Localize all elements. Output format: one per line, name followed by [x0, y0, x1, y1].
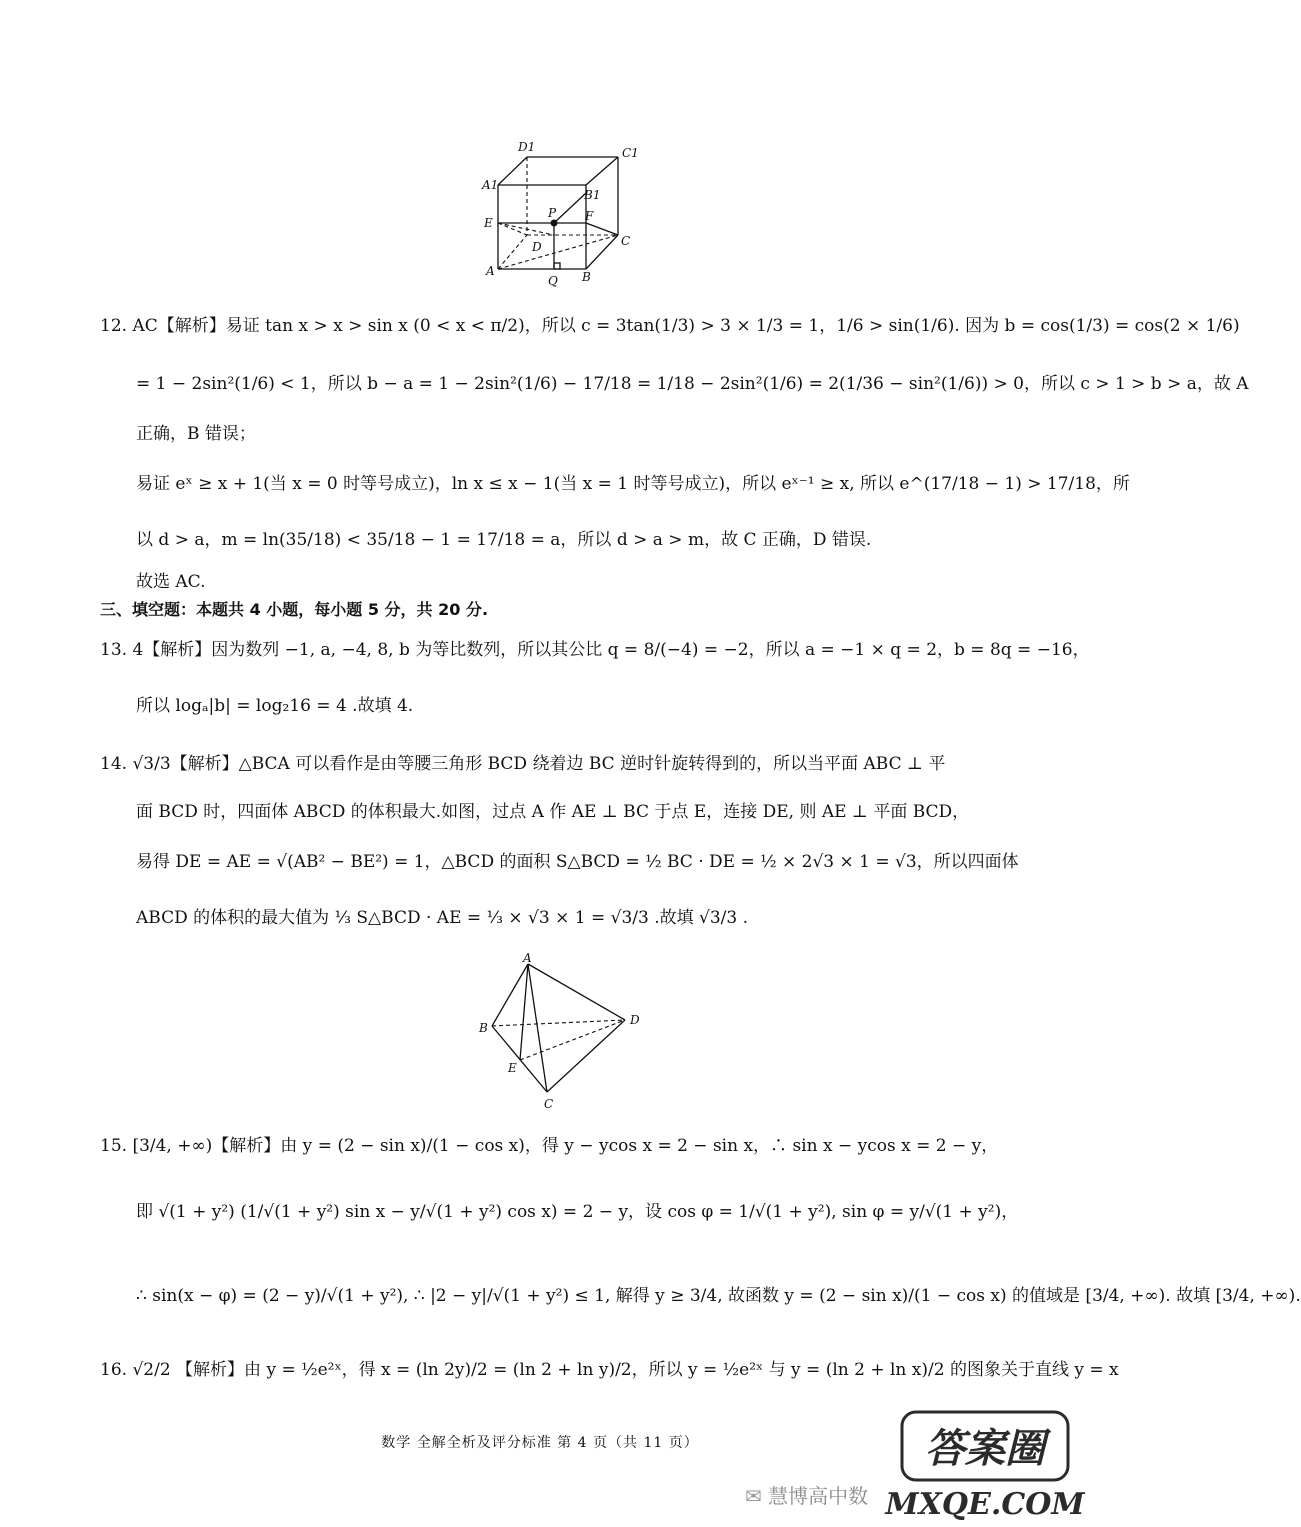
- tetra-label-b: B: [479, 1021, 488, 1035]
- label-e: E: [484, 216, 493, 230]
- tetra-label-c: C: [544, 1097, 554, 1111]
- label-d: D: [532, 240, 542, 254]
- watermark-label: 慧博高中数: [768, 1484, 869, 1508]
- label-q: Q: [548, 274, 558, 288]
- tetrahedron-figure: [470, 950, 650, 1115]
- q14-line-3: 易得 DE = AE = √(AB² − BE²) = 1，△BCD 的面积 S△BCD = ½ BC · DE = ½ × 2√3 × 1 = √3，所以四面体: [136, 852, 1019, 872]
- q13-line-2: 所以 logₐ|b| = log₂16 = 4 .故填 4.: [136, 696, 414, 716]
- cube-figure: [470, 135, 650, 290]
- q14-line-4: ABCD 的体积的最大值为 ⅓ S△BCD · AE = ⅓ × √3 × 1 = √3/3 .故填 √3/3 .: [136, 908, 749, 928]
- watermark-logo: [885, 1410, 1085, 1525]
- label-d1: D1: [518, 140, 536, 154]
- page-footer: 数学 全解全析及评分标准 第 4 页（共 11 页）: [381, 1435, 699, 1451]
- q12-line-4: 易证 eˣ ≥ x + 1(当 x = 0 时等号成立)，ln x ≤ x − 1(当 x = 1 时等号成立)，所以 eˣ⁻¹ ≥ x, 所以 e^(17/18 − 1) > 17/18，所: [136, 474, 1130, 494]
- q12-line-3: 正确，B 错误；: [136, 424, 256, 444]
- label-b: B: [582, 270, 591, 284]
- label-p: P: [548, 206, 557, 220]
- section-3-heading: 三、填空题：本题共 4 小题，每小题 5 分，共 20 分.: [100, 600, 489, 619]
- label-c1: C1: [622, 146, 639, 160]
- watermark-text: [745, 1480, 868, 1509]
- q15-line-1: 15. [3/4, +∞)【解析】由 y = (2 − sin x)/(1 − cos x)，得 y − ycos x = 2 − sin x，∴ sin x − ycos x = 2 − y，: [100, 1136, 999, 1156]
- label-b1: B1: [584, 188, 601, 202]
- label-a1: A1: [482, 178, 499, 192]
- q12-line-6: 故选 AC.: [136, 572, 206, 592]
- q12-line-1: 12. AC【解析】易证 tan x > x > sin x (0 < x < π/2)，所以 c = 3tan(1/3) > 3 × 1/3 = 1，1/6 > sin(1/6). 因为 b = cos(1/3) = cos(2 × 1/6): [100, 316, 1240, 336]
- label-f: F: [585, 209, 594, 223]
- q14-line-1: 14. √3/3【解析】△BCA 可以看作是由等腰三角形 BCD 绕着边 BC 逆时针旋转得到的，所以当平面 ABC ⊥ 平: [100, 754, 946, 774]
- tetra-label-e: E: [508, 1061, 517, 1075]
- q15-line-3: ∴ sin(x − φ) = (2 − y)/√(1 + y²), ∴ |2 − y|/√(1 + y²) ≤ 1, 解得 y ≥ 3/4, 故函数 y = (2 − sin x)/(1 − cos x) 的值域是 [3/4, +∞). 故填 [3/4, +∞).: [136, 1286, 1301, 1306]
- q13-line-1: 13. 4【解析】因为数列 −1, a, −4, 8, b 为等比数列，所以其公比 q = 8/(−4) = −2，所以 a = −1 × q = 2，b = 8q = −16，: [100, 640, 1090, 660]
- point-p-dot: [551, 220, 558, 227]
- q12-line-5: 以 d > a，m = ln(35/18) < 35/18 − 1 = 17/18 = a，所以 d > a > m，故 C 正确，D 错误.: [136, 530, 872, 550]
- q14-line-2: 面 BCD 时，四面体 ABCD 的体积最大.如图，过点 A 作 AE ⊥ BC 于点 E，连接 DE, 则 AE ⊥ 平面 BCD，: [136, 802, 970, 822]
- q12-line-2: = 1 − 2sin²(1/6) < 1，所以 b − a = 1 − 2sin²(1/6) − 17/18 = 1/18 − 2sin²(1/6) = 2(1/36 − sin²(1/6)) > 0，所以 c > 1 > b > a，故 A: [136, 374, 1249, 394]
- label-a: A: [486, 264, 495, 278]
- q15-line-2: 即 √(1 + y²) (1/√(1 + y²) sin x − y/√(1 + y²) cos x) = 2 − y，设 cos φ = 1/√(1 + y²), sin φ = y/√(1 + y²)，: [136, 1202, 1019, 1222]
- watermark-url: MXQE.COM: [885, 1487, 1085, 1522]
- label-c: C: [621, 234, 631, 248]
- tetra-label-a: A: [523, 951, 532, 965]
- tetra-label-d: D: [630, 1013, 640, 1027]
- wechat-icon: ✉: [745, 1484, 762, 1508]
- watermark-logo-text: 答案圈: [925, 1425, 1045, 1472]
- q16-line-1: 16. √2/2 【解析】由 y = ½e²ˣ，得 x = (ln 2y)/2 = (ln 2 + ln y)/2，所以 y = ½e²ˣ 与 y = (ln 2 + ln x)/2 的图象关于直线 y = x: [100, 1360, 1119, 1380]
